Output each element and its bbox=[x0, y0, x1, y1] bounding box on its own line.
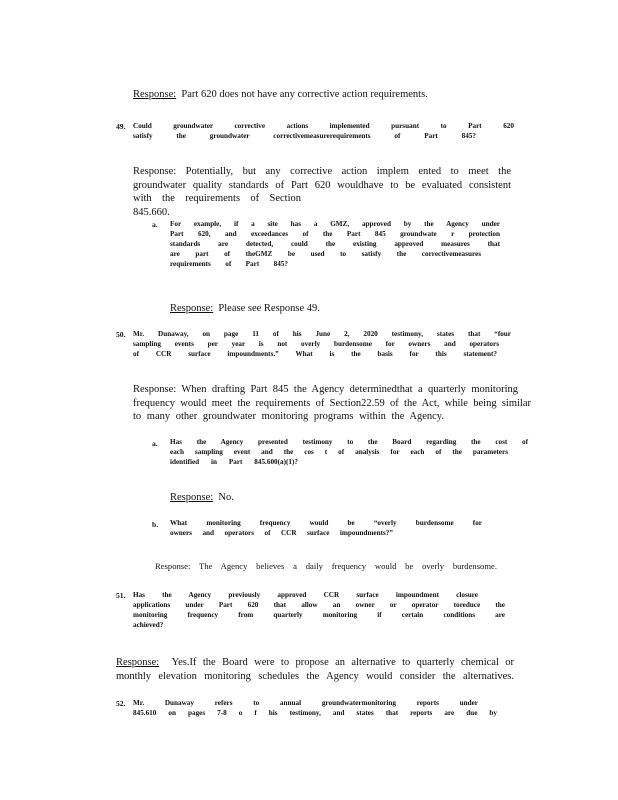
response-line: groundwater quality standards of Part 620 wouldhave to be evaluated consistent bbox=[133, 179, 511, 191]
response-top bbox=[133, 88, 463, 102]
response-label: Response: bbox=[116, 657, 160, 668]
response-text: Response: The Agency believes a daily frequency would be overly burdensome. bbox=[155, 561, 497, 571]
question-line: 845.610 on pages 7-8 o f his testimony, and states that reports are due by bbox=[133, 709, 497, 717]
question-line: What monitoring frequency would be “overly burdensome for bbox=[170, 519, 482, 527]
question-line: For example, if a site has a GMZ, approved by the Agency under bbox=[170, 220, 500, 228]
response-text: Yes.If the Board were to propose an alternative to quarterly chemical or bbox=[171, 657, 514, 668]
question-line: each sampling event and the cos t of analysis for each of the parameters bbox=[170, 448, 508, 456]
question-line: Has the Agency presented testimony to the Board regarding the cost of bbox=[170, 438, 528, 446]
question-line: identified in Part 845.600(a)(1)? bbox=[170, 458, 298, 466]
response-51 bbox=[116, 656, 514, 683]
response-50 bbox=[133, 383, 531, 424]
subquestion-letter-49a: a. bbox=[152, 220, 158, 229]
subquestion-letter-50a: a. bbox=[152, 439, 158, 448]
response-label: Response: bbox=[133, 89, 177, 100]
response-text: Part 620 does not have any corrective action requirements. bbox=[181, 89, 428, 100]
question-line: monitoring frequency from quarterly monitoring if certain conditions are bbox=[133, 611, 505, 619]
response-text: Please see Response 49. bbox=[218, 303, 320, 314]
question-50 bbox=[133, 329, 511, 359]
question-line: are part of theGMZ be used to satisfy the correctivemeasures bbox=[170, 250, 481, 258]
question-line: satisfy the groundwater correctivemeasurerequirements of Part 845? bbox=[133, 132, 476, 140]
response-line: Response: Potentially, but any corrective action implem ented to meet the bbox=[133, 166, 511, 177]
question-line: standards are detected, could the existing approved measures that bbox=[170, 240, 500, 248]
question-line: sampling events per year is not overly burdensome for owners and operators bbox=[133, 340, 499, 348]
question-line: Has the Agency previously approved CCR surface impoundment closure bbox=[133, 591, 478, 599]
question-line: Could groundwater corrective actions implemented pursuant to Part 620 bbox=[133, 122, 514, 130]
response-line: monthly elevation monitoring schedules the Agency would consider the alternatives. bbox=[116, 670, 514, 682]
question-line: of CCR surface impoundments.” What is the basis for this statement? bbox=[133, 350, 497, 358]
subquestion-49a bbox=[170, 219, 500, 269]
question-number-51: 51. bbox=[116, 591, 126, 600]
subquestion-50a bbox=[170, 437, 528, 467]
response-line: to many other groundwater monitoring programs within the Agency. bbox=[133, 411, 444, 422]
question-line: Mr. Dunaway, on page 11 of his June 2, 2020 testimony, states that “four bbox=[133, 330, 511, 338]
response-50a bbox=[170, 491, 270, 505]
response-label: Response: bbox=[170, 303, 214, 314]
subquestion-letter-50b: b. bbox=[152, 520, 159, 529]
subquestion-50b bbox=[170, 518, 482, 538]
question-line: owners and operators of CCR surface impoundments?” bbox=[170, 529, 393, 537]
question-51 bbox=[133, 590, 505, 630]
response-line: frequency would meet the requirements of Section22.59 of the Act, while being similar bbox=[133, 397, 531, 409]
response-50b bbox=[155, 561, 497, 572]
response-line bbox=[116, 656, 514, 670]
question-number-50: 50. bbox=[116, 330, 126, 339]
question-49 bbox=[133, 121, 514, 141]
response-line: with the requirements of Section 845.660. bbox=[133, 193, 301, 218]
question-52 bbox=[133, 698, 497, 718]
response-49a bbox=[170, 302, 340, 316]
question-line: Part 620, and exceedances of the Part 845 groundwate r protection bbox=[170, 230, 500, 238]
question-number-52: 52. bbox=[116, 699, 126, 708]
question-line: applications under Part 620 that allow an owner or operator toreduce the bbox=[133, 601, 505, 609]
response-text: No. bbox=[218, 492, 234, 503]
question-number-49: 49. bbox=[116, 122, 126, 131]
response-label: Response: bbox=[170, 492, 214, 503]
response-line: Response: When drafting Part 845 the Agency determinedthat a quarterly monitoring bbox=[133, 384, 518, 395]
question-line: Mr. Dunaway refers to annual groundwatermonitoring reports under bbox=[133, 699, 478, 707]
response-49 bbox=[133, 165, 511, 219]
question-line: achieved? bbox=[133, 621, 164, 629]
question-line: requirements of Part 845? bbox=[170, 260, 288, 268]
